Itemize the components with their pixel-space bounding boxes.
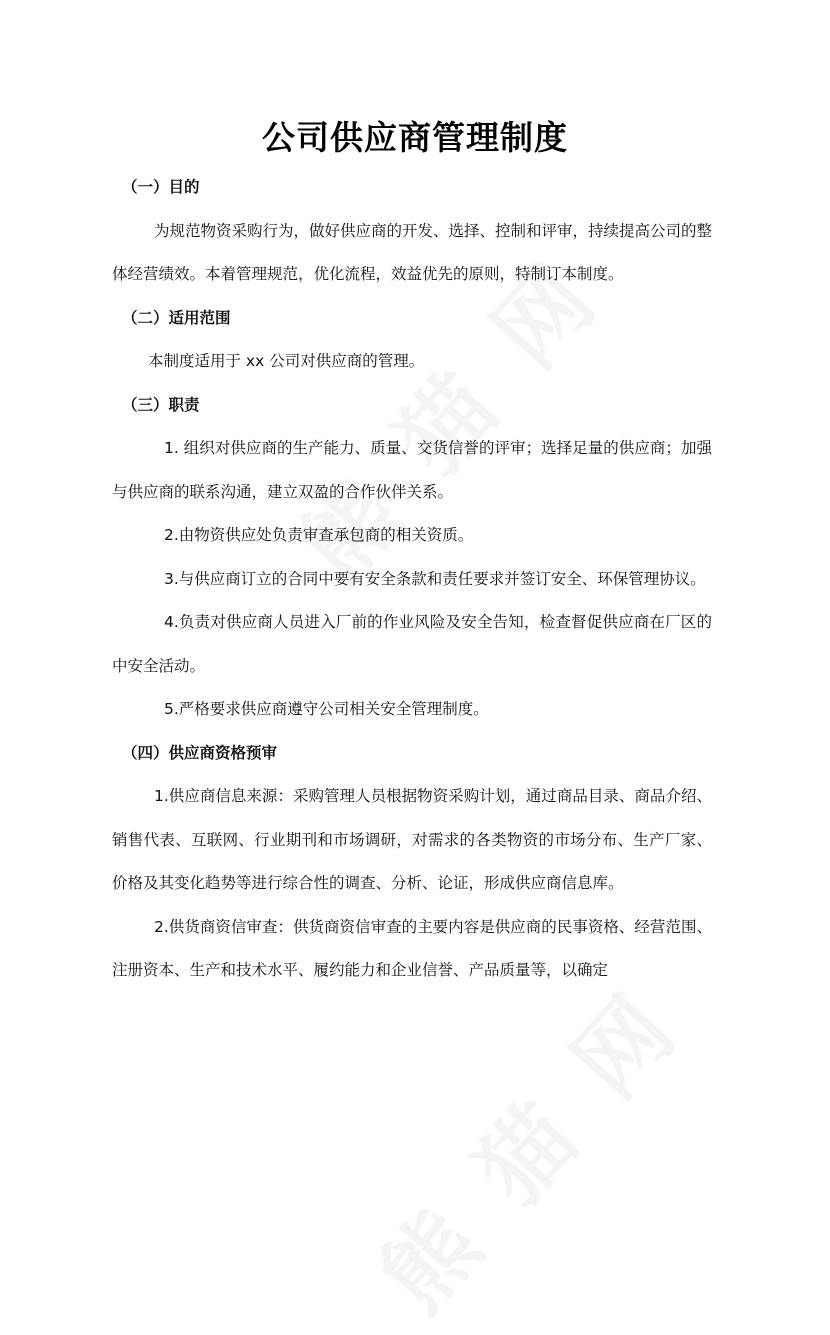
page-title: 公司供应商管理制度 xyxy=(262,118,568,157)
document-body xyxy=(112,166,712,993)
section-heading: （三）职责 xyxy=(122,395,200,414)
list-item: 5.严格要求供应商遵守公司相关安全管理制度。 xyxy=(164,700,489,718)
list-item: 4.负责对供应商人员进入厂前的作业风险及安全告知，检查督促供应商在厂区的中安全活动。 xyxy=(112,613,712,675)
list-item: 2.由物资供应处负责审查承包商的相关资质。 xyxy=(164,526,474,544)
section-heading: （四）供应商资格预审 xyxy=(122,743,278,762)
list-item: 1. 组织对供应商的生产能力、质量、交货信誉的评审；选择足量的供应商；加强与供应商的联系沟通，建立双盈的合作伙伴关系。 xyxy=(112,439,712,501)
paragraph: 为规范物资采购行为，做好供应商的开发、选择、控制和评审，持续提高公司的整体经营绩效。本着管理规范，优化流程，效益优先的原则，特制订本制度。 xyxy=(112,221,713,283)
paragraph: 本制度适用于 xx 公司对供应商的管理。 xyxy=(148,352,425,370)
list-item: 2.供货商资信审查：供货商资信审查的主要内容是供应商的民事资格、经营范围、注册资本、生产和技术水平、履约能力和企业信誉、产品质量等，以确定 xyxy=(112,917,712,979)
section-heading: （二）适用范围 xyxy=(122,308,231,327)
watermark xyxy=(345,957,704,1335)
list-item: 1.供应商信息来源：采购管理人员根据物资采购计划，通过商品目录、商品介绍、销售代表、互联网、行业期刊和市场调研，对需求的各类物资的市场分布、生产厂家、价格及其变化趋势等进行综合性的调查、分析、论证，形成供应商信息库。 xyxy=(112,787,712,892)
list-item: 3.与供应商订立的合同中要有安全条款和责任要求并签订安全、环保管理协议。 xyxy=(164,569,706,588)
section-heading: （一）目的 xyxy=(122,178,200,196)
